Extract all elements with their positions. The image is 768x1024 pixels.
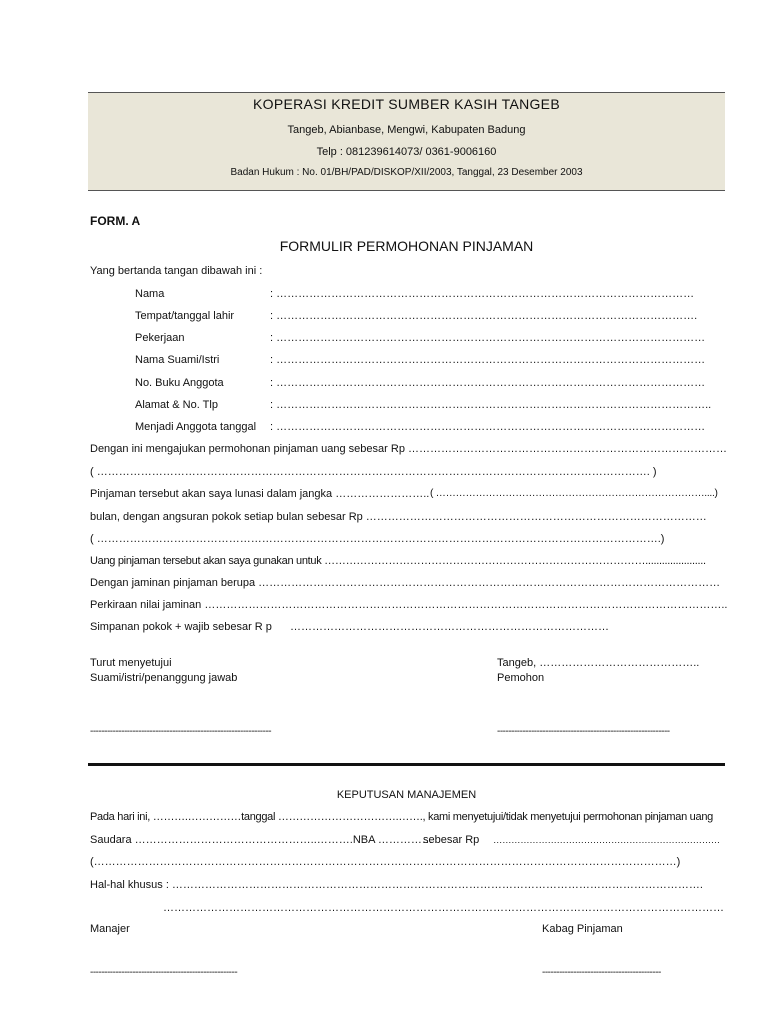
amount-words-line[interactable]: ( ……………………………………………………………………………………………………………………………………. ): [90, 466, 657, 478]
guarantor-signature-line[interactable]: ----------------------------------------------------------------: [90, 726, 272, 737]
field-label-buku-anggota: No. Buku Anggota: [135, 377, 224, 389]
savings-label: Simpanan pokok + wajib sebesar R p: [90, 621, 272, 633]
request-line[interactable]: Dengan ini mengajukan permohonan pinjaman uang sebesar Rp ……………………………………………………………………………: [90, 443, 727, 455]
special-notes-line[interactable]: Hal-hal khusus : ……………………………………………………………………………………………………………………………….: [90, 879, 703, 891]
section-divider: [88, 763, 725, 766]
manager-signature-line[interactable]: ----------------------------------------------------: [90, 967, 238, 978]
decision-amount-label: sebesar Rp: [423, 834, 480, 846]
field-fill-suami-istri[interactable]: : ………………………………………………………………………………………………………: [270, 354, 706, 366]
field-fill-buku-anggota[interactable]: : ………………………………………………………………………………………………………: [270, 377, 706, 389]
org-phone: Telp : 081239614073/ 0361-9006160: [316, 146, 497, 158]
consent-label: Turut menyetujui: [90, 657, 172, 669]
field-fill-anggota-tanggal[interactable]: : ………………………………………………………………………………………………………: [270, 421, 706, 433]
management-title: KEPUTUSAN MANAJEMEN: [336, 789, 477, 801]
special-notes-line-2[interactable]: ………………………………………………………………………………………………………………………………………: [163, 902, 724, 914]
decision-amount-fill[interactable]: …………………………………………………………………: [493, 834, 720, 845]
intro-text: Yang bertanda tangan dibawah ini :: [90, 265, 263, 277]
applicant-signature-line[interactable]: -------------------------------------------------------------: [497, 726, 670, 737]
field-fill-alamat[interactable]: : ………………………………………………………………………………………………………..: [270, 399, 712, 411]
field-fill-ttl[interactable]: : …………………………………………………………………………………………………….: [270, 310, 698, 322]
field-label-alamat: Alamat & No. Tlp: [135, 399, 218, 411]
decision-amount-words[interactable]: (……………………………………………………………………………………………………………………………………………): [90, 856, 681, 868]
letterhead: [88, 92, 725, 191]
guarantor-label: Suami/istri/penanggung jawab: [90, 672, 238, 684]
org-address: Tangeb, Abianbase, Mengwi, Kabupaten Badung: [287, 124, 526, 136]
form-title: FORMULIR PERMOHONAN PINJAMAN: [279, 238, 534, 254]
applicant-label: Pemohon: [497, 672, 545, 684]
repay-period-line[interactable]: Pinjaman tersebut akan saya lunasi dalam jangka ……………………..: [90, 488, 430, 500]
decision-member-line[interactable]: Saudara …………………………………………..……….NBA ……………: [90, 834, 433, 846]
field-label-anggota-tanggal: Menjadi Anggota tanggal: [135, 421, 257, 433]
field-label-pekerjaan: Pekerjaan: [135, 332, 185, 344]
field-label-suami-istri: Nama Suami/Istri: [135, 354, 220, 366]
kabag-label: Kabag Pinjaman: [542, 923, 623, 935]
installment-line[interactable]: bulan, dengan angsuran pokok setiap bulan sebesar Rp …………………………………………………………………………………: [90, 511, 707, 523]
org-name: KOPERASI KREDIT SUMBER KASIH TANGEB: [253, 96, 560, 112]
field-label-nama: Nama: [135, 288, 165, 300]
place-date-line[interactable]: Tangeb, ……………………………………..: [497, 657, 700, 669]
field-label-ttl: Tempat/tanggal lahir: [135, 310, 235, 322]
org-legal: Badan Hukum : No. 01/BH/PAD/DISKOP/XII/2003, Tanggal, 23 Desember 2003: [230, 167, 583, 178]
installment-words-line[interactable]: ( ……………………………………………………………………………………………………………………………………….): [90, 533, 665, 545]
form-code: FORM. A: [90, 214, 141, 228]
savings-fill[interactable]: ……………………………………………………………………………: [290, 621, 609, 633]
decision-line-1[interactable]: Pada hari ini, ……….……………tanggal …………………………….……., kami menyetujui/tidak menyetujui permohonan pinjaman uang: [90, 811, 713, 823]
collateral-value-line[interactable]: Perkiraan nilai jaminan ……………………………………………………………………………………………………………………………..: [90, 599, 728, 611]
field-fill-pekerjaan[interactable]: : ………………………………………………………………………………………………………: [270, 332, 706, 344]
purpose-line[interactable]: Uang pinjaman tersebut akan saya gunakan untuk ………………………………………………………………………………......................: [90, 555, 706, 567]
manager-label: Manajer: [90, 923, 130, 935]
repay-period-words[interactable]: ( ………………………………………………………………………....): [430, 488, 718, 499]
collateral-line[interactable]: Dengan jaminan pinjaman berupa ………………………………………………………………………………………………………………: [90, 577, 721, 589]
field-fill-nama[interactable]: : ……………………………………………………………………………………………………: [270, 288, 695, 300]
kabag-signature-line[interactable]: ------------------------------------------: [542, 967, 661, 978]
